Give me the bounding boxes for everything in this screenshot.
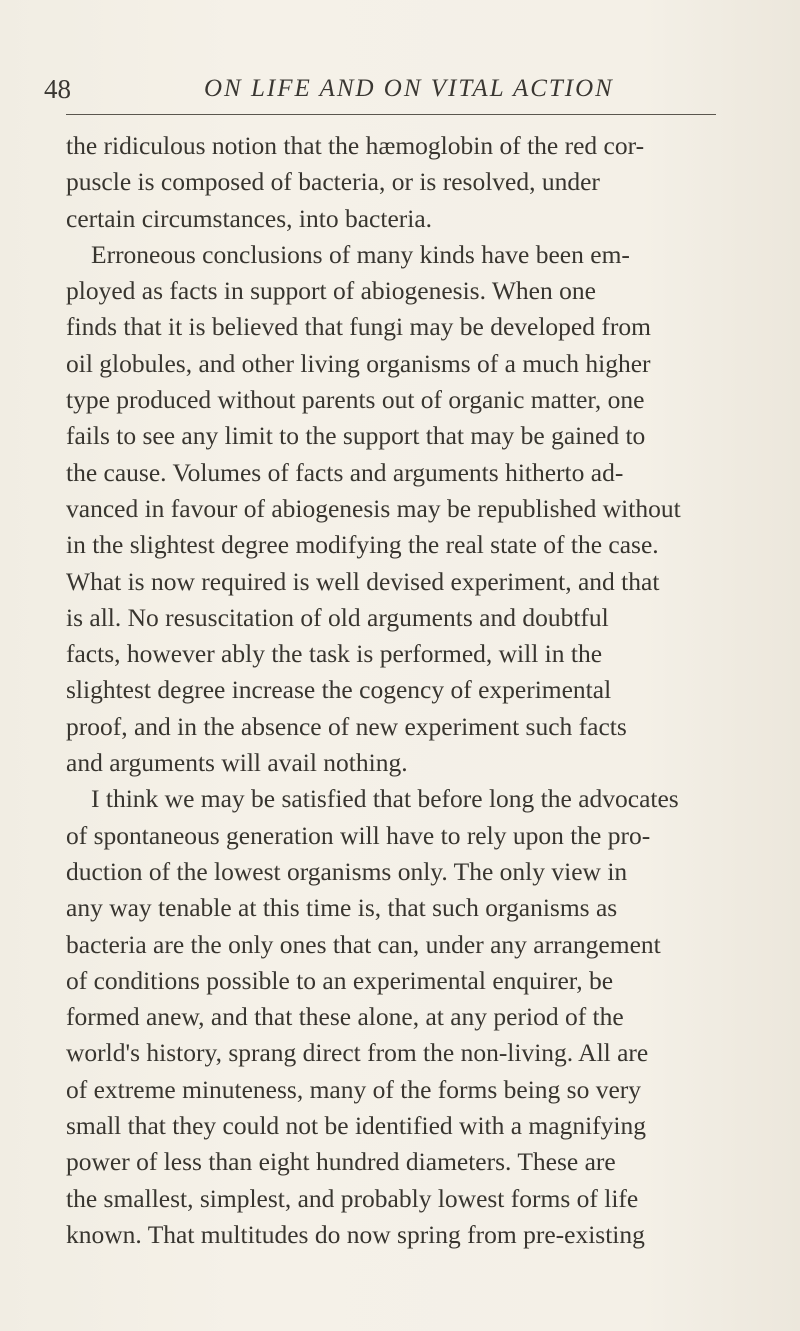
text-line: I think we may be satisfied that before long the advocates xyxy=(91,784,679,814)
text-line: of spontaneous generation will have to rely upon the pro- xyxy=(66,820,651,850)
text-line: world's history, sprang direct from the non-living. All are xyxy=(66,1038,649,1068)
text-line: What is now required is well devised experiment, and that xyxy=(66,566,660,596)
text-line: type produced without parents out of organic matter, one xyxy=(66,385,645,415)
text-line: certain circumstances, into bacteria. xyxy=(66,203,433,233)
text-line: bacteria are the only ones that can, under any arrangement xyxy=(66,929,661,959)
page-number: 48 xyxy=(44,74,71,104)
text-line: in the slightest degree modifying the real state of the case. xyxy=(66,530,659,560)
text-line: fails to see any limit to the support that may be gained to xyxy=(66,421,646,451)
text-line: finds that it is believed that fungi may be developed from xyxy=(66,312,651,342)
text-line: the ridiculous notion that the hæmoglobin of the red cor- xyxy=(66,131,645,160)
body-text xyxy=(66,128,756,1253)
text-line: power of less than eight hundred diameters. These are xyxy=(66,1147,616,1177)
text-line: any way tenable at this time is, that such organisms as xyxy=(66,893,618,923)
text-line: duction of the lowest organisms only. The only view in xyxy=(66,856,628,886)
text-line: of conditions possible to an experimental enquirer, be xyxy=(66,965,614,995)
text-line: and arguments will avail nothing. xyxy=(66,748,408,778)
text-line: the smallest, simplest, and probably lowest forms of life xyxy=(66,1183,639,1213)
running-head xyxy=(44,66,744,112)
text-line: known. That multitudes do now spring from pre-existing xyxy=(66,1219,645,1249)
text-line: Erroneous conclusions of many kinds have been em- xyxy=(91,239,630,269)
text-line: facts, however ably the task is performed, will in the xyxy=(66,639,603,669)
text-line: proof, and in the absence of new experiment such facts xyxy=(66,711,627,741)
text-line: ployed as facts in support of abiogenesis. When one xyxy=(66,276,596,306)
text-line: vanced in favour of abiogenesis may be republished without xyxy=(66,493,681,523)
text-line: of extreme minuteness, many of the forms being so very xyxy=(66,1074,642,1104)
running-title: ON LIFE AND ON VITAL ACTION xyxy=(204,75,614,102)
text-line: formed anew, and that these alone, at any period of the xyxy=(66,1002,624,1032)
text-line: slightest degree increase the cogency of experimental xyxy=(66,675,612,705)
text-line: puscle is composed of bacteria, or is resolved, under xyxy=(66,167,600,197)
header-rule xyxy=(66,114,716,115)
text-line: oil globules, and other living organisms of a much higher xyxy=(66,348,651,378)
text-line: small that they could not be identified with a magnifying xyxy=(66,1111,647,1141)
text-line: is all. No resuscitation of old arguments and doubtful xyxy=(66,602,609,632)
text-line: the cause. Volumes of facts and arguments hitherto ad- xyxy=(66,457,624,487)
